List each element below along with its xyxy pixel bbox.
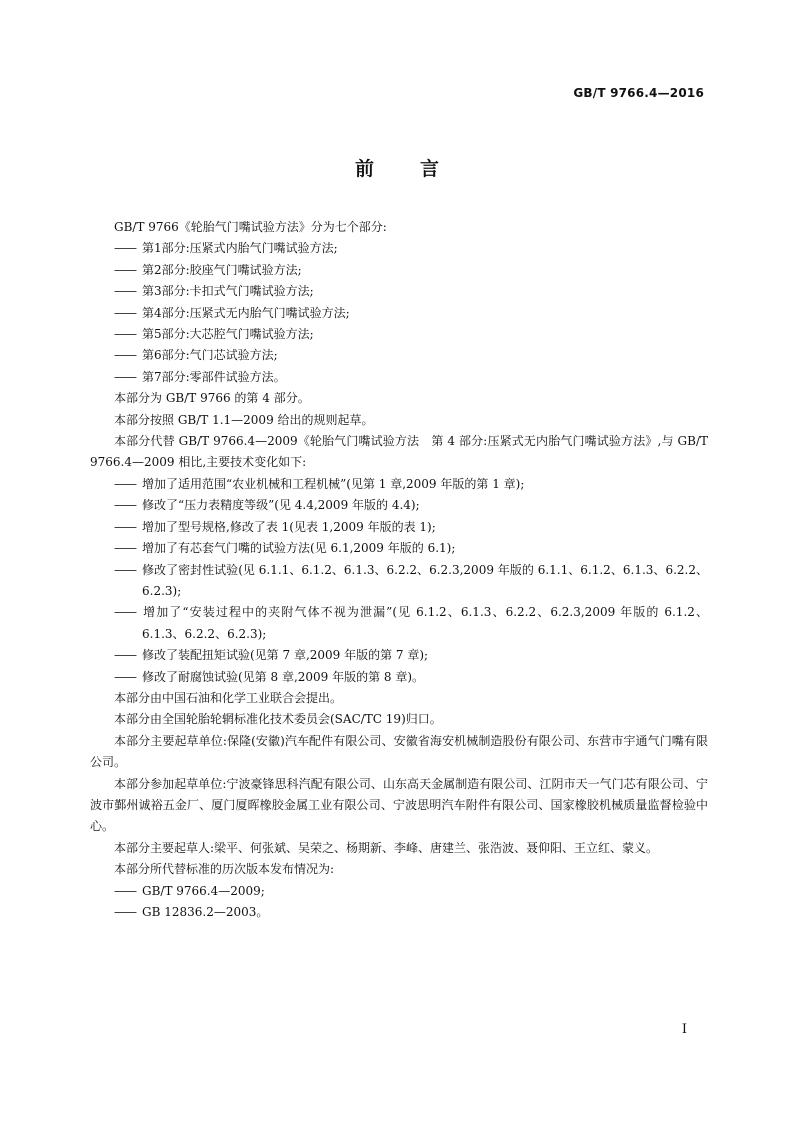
paragraph bbox=[90, 709, 708, 730]
paragraph-text: 本部分参加起草单位:宁波豪锋思科汽配有限公司、山东高天金属制造有限公司、江阴市天一气门芯有限公司、宁波市鄞州诚裕五金厂、厦门厦晖橡胶金属工业有限公司、宁波思明汽车附件有限公司、国家橡胶机械质量监督检验中心。 bbox=[90, 776, 708, 834]
paragraph-text: 本部分所代替标准的历次版本发布情况为: bbox=[114, 862, 335, 877]
dash-marker: —— bbox=[114, 369, 136, 384]
paragraph bbox=[90, 217, 708, 238]
paragraph-text: 增加了“安装过程中的夹附气体不视为泄漏”(见 6.1.2、6.1.3、6.2.2、6.2.3,2009 年版的 6.1.2、6.1.3、6.2.2、6.2.3); bbox=[142, 605, 708, 641]
paragraph-text: GB 12836.2—2003。 bbox=[142, 905, 269, 919]
list-item bbox=[90, 303, 708, 324]
paragraph-text: 第2部分:胶座气门嘴试验方法; bbox=[142, 262, 302, 277]
paragraph bbox=[90, 731, 708, 774]
list-item bbox=[90, 345, 708, 366]
paragraph bbox=[90, 774, 708, 838]
list-item bbox=[90, 517, 708, 538]
paragraph-text: 本部分为 GB/T 9766 的第 4 部分。 bbox=[114, 391, 310, 406]
dash-marker: —— bbox=[114, 241, 136, 256]
list-item bbox=[90, 324, 708, 345]
dash-marker: —— bbox=[114, 648, 136, 663]
dash-marker: —— bbox=[114, 883, 136, 898]
foreword-body bbox=[90, 217, 708, 923]
list-item bbox=[90, 538, 708, 559]
list-item bbox=[90, 881, 708, 902]
page-number: I bbox=[681, 1022, 687, 1037]
paragraph-text: 第5部分:大芯腔气门嘴试验方法; bbox=[142, 327, 314, 342]
paragraph-text: 增加了适用范围“农业机械和工程机械”(见第 1 章,2009 年版的第 1 章); bbox=[142, 476, 525, 491]
dash-marker: —— bbox=[114, 541, 136, 556]
list-item bbox=[90, 281, 708, 302]
dash-marker: —— bbox=[114, 905, 136, 919]
dash-marker: —— bbox=[114, 348, 136, 363]
dash-marker: —— bbox=[114, 519, 136, 534]
list-item bbox=[90, 260, 708, 281]
list-item bbox=[90, 238, 708, 259]
paragraph bbox=[90, 838, 708, 859]
paragraph-text: 本部分由全国轮胎轮辋标准化技术委员会(SAC/TC 19)归口。 bbox=[114, 712, 442, 727]
list-item bbox=[90, 474, 708, 495]
list-item bbox=[90, 902, 708, 923]
paragraph bbox=[90, 388, 708, 409]
dash-marker: —— bbox=[114, 327, 136, 342]
dash-marker: —— bbox=[114, 305, 136, 320]
paragraph-text: 修改了“压力表精度等级”(见 4.4,2009 年版的 4.4); bbox=[142, 498, 420, 513]
paragraph bbox=[90, 688, 708, 709]
paragraph bbox=[90, 859, 708, 880]
paragraph-text: 增加了有芯套气门嘴的试验方法(见 6.1,2009 年版的 6.1); bbox=[142, 541, 456, 556]
paragraph bbox=[90, 431, 708, 474]
paragraph-text: 本部分按照 GB/T 1.1—2009 给出的规则起草。 bbox=[114, 412, 374, 427]
paragraph-text: 第4部分:压紧式无内胎气门嘴试验方法; bbox=[142, 305, 350, 320]
paragraph bbox=[90, 410, 708, 431]
paragraph-text: 修改了密封性试验(见 6.1.1、6.1.2、6.1.3、6.2.2、6.2.3,2009 年版的 6.1.1、6.1.2、6.1.3、6.2.2、6.2.3); bbox=[142, 562, 708, 598]
paragraph-text: GB/T 9766《轮胎气门嘴试验方法》分为七个部分: bbox=[114, 220, 387, 234]
paragraph-text: 修改了装配扭矩试验(见第 7 章,2009 年版的第 7 章); bbox=[142, 648, 429, 663]
dash-marker: —— bbox=[114, 284, 136, 299]
paragraph-text: 修改了耐腐蚀试验(见第 8 章,2009 年版的第 8 章)。 bbox=[142, 669, 425, 684]
list-item bbox=[90, 602, 708, 645]
dash-marker: —— bbox=[114, 605, 136, 620]
dash-marker: —— bbox=[114, 476, 136, 491]
list-item bbox=[90, 645, 708, 666]
list-item bbox=[90, 560, 708, 603]
list-item bbox=[90, 667, 708, 688]
dash-marker: —— bbox=[114, 498, 136, 513]
paragraph-text: 第1部分:压紧式内胎气门嘴试验方法; bbox=[142, 241, 338, 256]
dash-marker: —— bbox=[114, 262, 136, 277]
page-title: 前言 bbox=[354, 158, 485, 180]
standard-code: GB/T 9766.4—2016 bbox=[573, 86, 704, 100]
paragraph-text: 第7部分:零部件试验方法。 bbox=[142, 369, 286, 384]
dash-marker: —— bbox=[114, 669, 136, 684]
paragraph-text: 本部分代替 GB/T 9766.4—2009《轮胎气门嘴试验方法 第 4 部分:压紧式无内胎气门嘴试验方法》,与 GB/T 9766.4—2009 相比,主要技术变化如下: bbox=[90, 434, 708, 470]
dash-marker: —— bbox=[114, 562, 136, 577]
paragraph-text: 本部分主要起草单位:保隆(安徽)汽车配件有限公司、安徽省海安机械制造股份有限公司、东营市宇通气门嘴有限公司。 bbox=[90, 733, 708, 770]
paragraph-text: 本部分由中国石油和化学工业联合会提出。 bbox=[114, 690, 343, 705]
list-item bbox=[90, 495, 708, 516]
paragraph-text: 增加了型号规格,修改了表 1(见表 1,2009 年版的表 1); bbox=[142, 519, 436, 534]
list-item bbox=[90, 367, 708, 388]
paragraph-text: 第6部分:气门芯试验方法; bbox=[142, 348, 278, 363]
paragraph-text: 第3部分:卡扣式气门嘴试验方法; bbox=[142, 284, 314, 299]
paragraph-text: 本部分主要起草人:梁平、何张斌、吴荣之、杨期新、李峰、唐建兰、张浩波、聂仰阳、王立红、蒙义。 bbox=[114, 840, 659, 855]
paragraph-text: GB/T 9766.4—2009; bbox=[142, 883, 265, 898]
